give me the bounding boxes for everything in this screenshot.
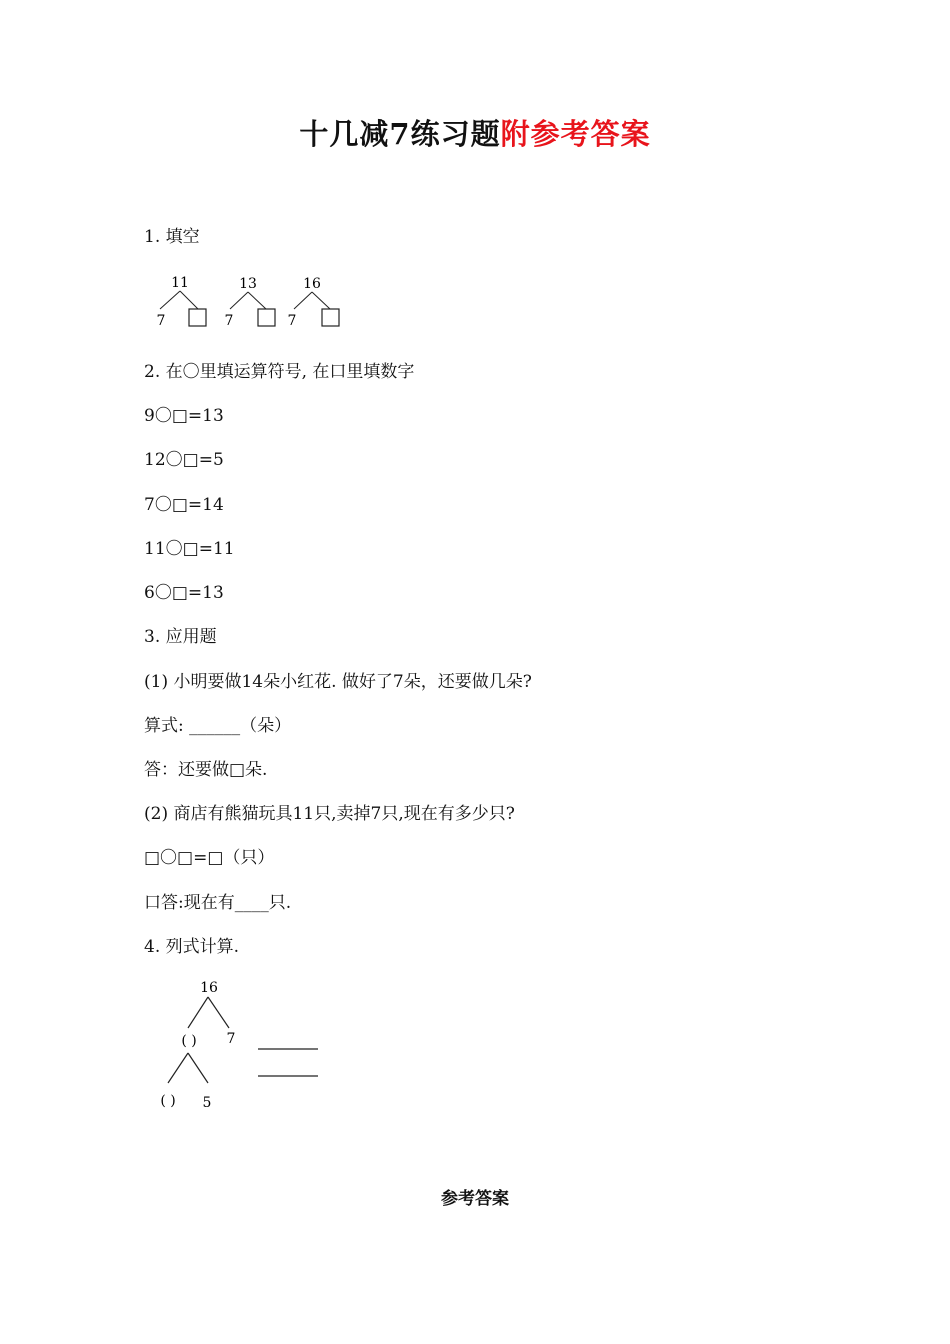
tree-1-left: 7 bbox=[156, 313, 166, 329]
q3-heading: 3. 应用题 bbox=[144, 627, 217, 647]
q3-problem-1-formula: 算式: ______（朵） bbox=[144, 716, 292, 736]
q3-problem-1: (1) 小明要做14朵小红花. 做好了7朵，还要做几朵? bbox=[144, 672, 532, 692]
q2-heading: 2. 在〇里填运算符号, 在口里填数字 bbox=[144, 362, 415, 382]
q2-equation-5: 6〇□=13 bbox=[144, 583, 224, 603]
q2-equation-2: 12〇□=5 bbox=[144, 450, 224, 470]
title-main: 十几减7练习题 bbox=[299, 117, 501, 151]
answers-heading: 参考答案 bbox=[441, 1189, 509, 1209]
tree-2-left: 7 bbox=[224, 313, 234, 329]
q2-equation-3: 7〇□=14 bbox=[144, 495, 224, 515]
q3-problem-1-answer: 答：还要做□朵. bbox=[144, 760, 268, 780]
q3-problem-2: (2) 商店有熊猫玩具11只,卖掉7只,现在有多少只? bbox=[144, 804, 515, 824]
q2-equation-1: 9〇□=13 bbox=[144, 406, 224, 426]
q4-tree-mid-right: 7 bbox=[226, 1031, 236, 1047]
q4-tree-mid-left: ( ) bbox=[181, 1033, 197, 1049]
tree-3-left: 7 bbox=[287, 313, 297, 329]
q4-tree-bottom-right: 5 bbox=[202, 1095, 212, 1111]
tree-3-top: 16 bbox=[303, 276, 321, 292]
q3-problem-2-formula: □〇□=□（只） bbox=[144, 848, 275, 868]
title-highlight: 附参考答案 bbox=[500, 117, 651, 151]
q1-heading: 1. 填空 bbox=[144, 227, 200, 247]
q2-equation-4: 11〇□=11 bbox=[144, 539, 235, 559]
q4-tree-top: 16 bbox=[200, 980, 218, 996]
tree-1-top: 11 bbox=[171, 275, 189, 291]
q3-problem-2-answer: 口答:现在有____只. bbox=[144, 893, 292, 913]
q4-tree-bottom-left: ( ) bbox=[160, 1093, 176, 1109]
tree-2-top: 13 bbox=[239, 276, 257, 292]
q4-heading: 4. 列式计算. bbox=[144, 937, 240, 957]
